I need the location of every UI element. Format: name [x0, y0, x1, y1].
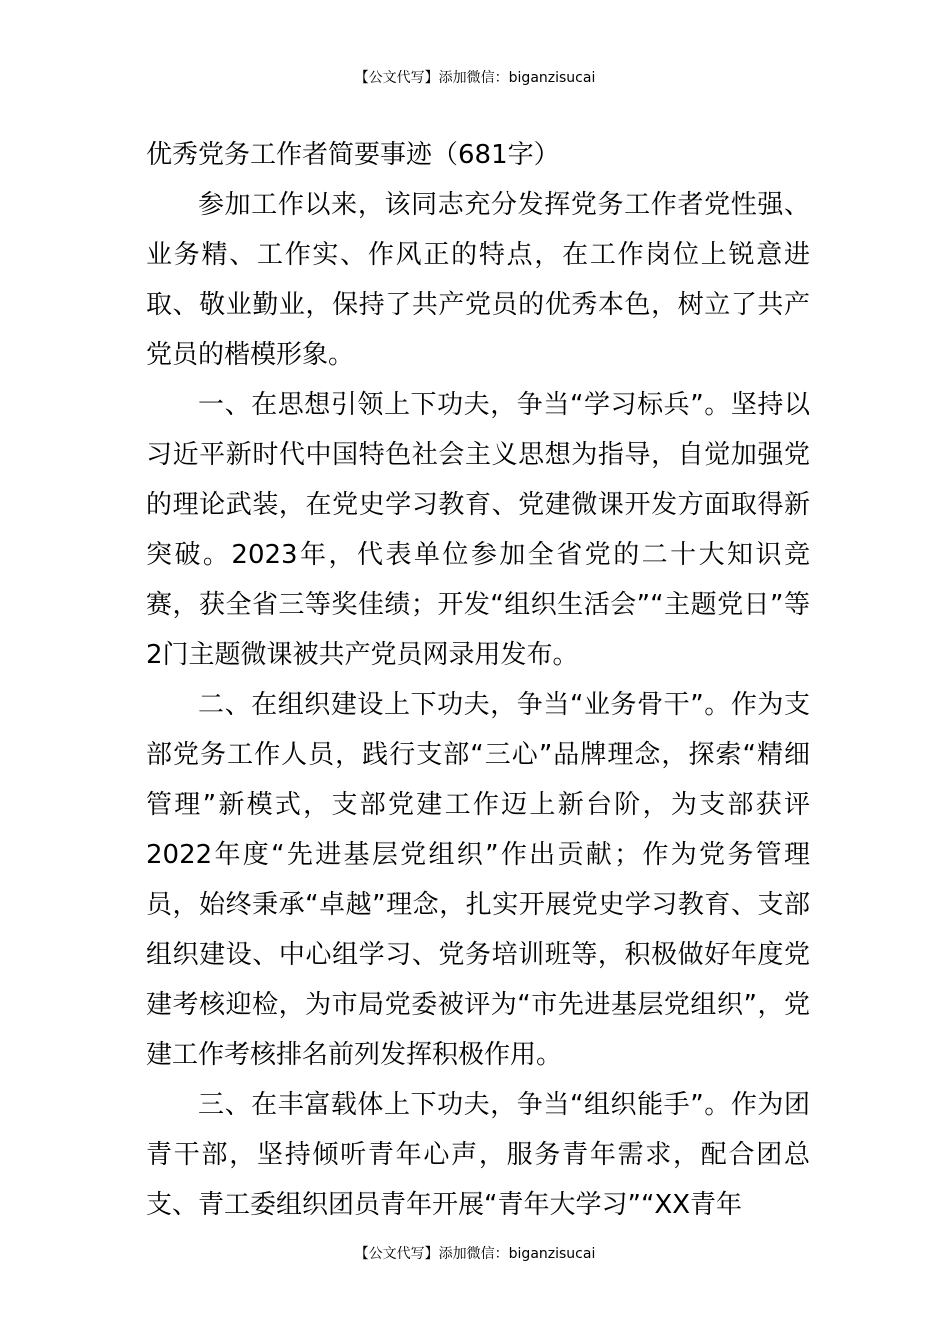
- document-title: 优秀党务工作者简要事迹（681字）: [146, 140, 560, 170]
- paragraph-section-1: 一、在思想引领上下功夫，争当“学习标兵”。坚持以习近平新时代中国特色社会主义思想为指导，自觉加强党的理论武装，在党史学习教育、党建微课开发方面取得新突破。2023年，代表单位参加全省党的二十大知识竞赛，获全省三等奖佳绩；开发“组织生活会”“主题党日”等2门主题微课被共产党员网录用发布。: [146, 390, 810, 670]
- paragraph-section-3: 三、在丰富载体上下功夫，争当“组织能手”。作为团青干部，坚持倾听青年心声，服务青年需求，配合团总支、青工委组织团员青年开展“青年大学习”“XX青年: [146, 1090, 810, 1220]
- paragraph-intro: 参加工作以来，该同志充分发挥党务工作者党性强、业务精、工作实、作风正的特点，在工作岗位上锐意进取、敬业勤业，保持了共产党员的优秀本色，树立了共产党员的楷模形象。: [146, 190, 810, 370]
- page-header: 【公文代写】添加微信：biganzisucai: [354, 70, 596, 86]
- page-footer: 【公文代写】添加微信：biganzisucai: [354, 1246, 596, 1262]
- paragraph-section-2: 二、在组织建设上下功夫，争当“业务骨干”。作为支部党务工作人员，践行支部“三心”品牌理念，探索“精细管理”新模式，支部党建工作迈上新台阶，为支部获评2022年度“先进基层党组织”作出贡献；作为党务管理员，始终秉承“卓越”理念，扎实开展党史学习教育、支部组织建设、中心组学习、党务培训班等，积极做好年度党建考核迎检，为市局党委被评为“市先进基层党组织”，党建工作考核排名前列发挥积极作用。: [146, 690, 810, 1070]
- document-body: [146, 130, 810, 1230]
